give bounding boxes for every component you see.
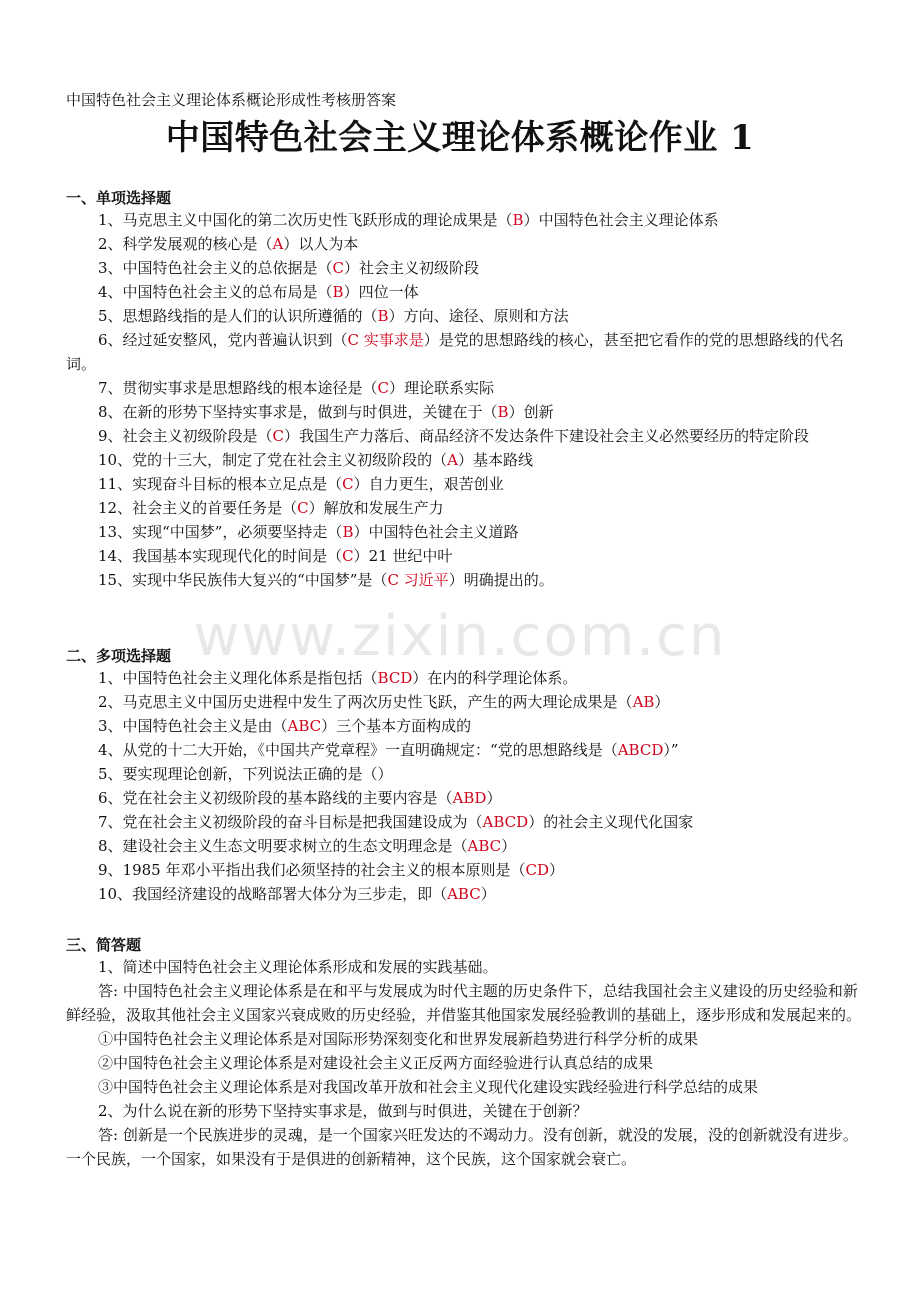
section-heading: 三、简答题 <box>66 936 142 954</box>
question-text: 7、党在社会主义初级阶段的奋斗目标是把我国建设成为（ <box>98 813 483 831</box>
answer-paragraph <box>66 1123 866 1171</box>
question-text: 3、中国特色社会主义是由（ <box>98 717 288 735</box>
question-text: ） <box>501 837 517 855</box>
question-text: ）社会主义初级阶段 <box>344 259 480 277</box>
question-list <box>66 666 866 906</box>
question-text: ） <box>480 885 496 903</box>
question-item <box>66 882 866 906</box>
question-item <box>66 280 866 304</box>
question-text: ）明确提出的。 <box>448 571 554 589</box>
answer-text: C <box>377 379 390 397</box>
question-text: ）中国特色社会主义道路 <box>353 523 519 541</box>
question-text: 8、在新的形势下坚持实事求是，做到与时俱进，关键在于（ <box>98 403 498 421</box>
paragraph-text: ②中国特色社会主义理论体系是对建设社会主义正反两方面经验进行认真总结的成果 <box>98 1054 654 1072</box>
question-item <box>66 786 866 810</box>
answer-text: ABCD <box>482 813 529 831</box>
question-text: 7、贯彻实事求是思想路线的根本途径是（ <box>98 379 378 397</box>
question-text: ）方向、途径、原则和方法 <box>388 307 569 325</box>
answer-text: ABD <box>452 789 487 807</box>
question-item <box>66 328 866 376</box>
paragraph-text: 1、简述中国特色社会主义理论体系形成和发展的实践基础。 <box>98 958 498 976</box>
paragraph-text: 答: 中国特色社会主义理论体系是在和平与发展成为时代主题的历史条件下，总结我国社会主义建设的历史经验和新鲜经验，汲取其他社会主义国家兴衰成败的历史经验，并借鉴其他国家发展经验教训的基础上，逐步形成和发展起来的。 <box>66 982 862 1024</box>
section-short-answer <box>66 935 866 1171</box>
question-item <box>66 834 866 858</box>
question-text: 10、党的十三大，制定了党在社会主义初级阶段的（ <box>98 451 448 469</box>
question-text: 2、马克思主义中国历史进程中发生了两次历史性飞跃，产生的两大理论成果是（ <box>98 693 633 711</box>
question-text: 6、经过延安整风，党内普遍认识到（ <box>98 331 348 349</box>
question-text: 1、中国特色社会主义理化体系是指包括（ <box>98 669 378 687</box>
question-text: ）三个基本方面构成的 <box>321 717 472 735</box>
question-text: 12、社会主义的首要任务是（ <box>98 499 298 517</box>
answer-text: C <box>342 475 354 493</box>
section-multiple-choice <box>66 646 866 906</box>
question-text: ）在内的科学理论体系。 <box>412 669 578 687</box>
answer-paragraph <box>66 1027 866 1051</box>
question-item <box>66 304 866 328</box>
question-item <box>66 400 866 424</box>
question-text: ）以人为本 <box>283 235 359 253</box>
answer-paragraph <box>66 979 866 1027</box>
document-title: 中国特色社会主义理论体系概论作业 1 <box>165 118 755 158</box>
question-text: ）创新 <box>508 403 554 421</box>
answer-text: CD <box>525 861 550 879</box>
answer-text: ABC <box>467 837 502 855</box>
question-item <box>66 738 866 762</box>
question-text: 14、我国基本实现现代化的时间是（ <box>98 547 343 565</box>
question-text: 5、思想路线指的是人们的认识所遵循的（ <box>98 307 378 325</box>
answer-text: C <box>342 547 354 565</box>
question-text: ）四位一体 <box>343 283 419 301</box>
question-text: 15、实现中华民族伟大复兴的“中国梦”是（ <box>98 571 388 589</box>
answer-text: AB <box>632 693 655 711</box>
question-text: 4、中国特色社会主义的总布局是（ <box>98 283 333 301</box>
question-text: ） <box>654 693 670 711</box>
answer-text: ABC <box>287 717 322 735</box>
question-list <box>66 955 866 1171</box>
question-text: 6、党在社会主义初级阶段的基本路线的主要内容是（ <box>98 789 453 807</box>
question-text: ）基本路线 <box>457 451 533 469</box>
question-text: 4、从党的十二大开始，《中国共产党章程》一直明确规定：“党的思想路线是（ <box>98 741 618 759</box>
question-item <box>66 472 866 496</box>
answer-text: B <box>512 211 524 229</box>
question-text: 2、科学发展观的核心是（ <box>98 235 273 253</box>
answer-text: B <box>497 403 509 421</box>
answer-text: C 实事求是 <box>347 331 424 349</box>
answer-text: BCD <box>377 669 413 687</box>
answer-text: C <box>272 427 285 445</box>
question-item <box>66 762 866 786</box>
answer-text: B <box>377 307 389 325</box>
answer-text: A <box>272 235 284 253</box>
section-single-choice <box>66 188 866 592</box>
question-item <box>66 858 866 882</box>
question-item <box>66 666 866 690</box>
question-text: ） <box>549 861 565 879</box>
question-item <box>66 810 866 834</box>
paragraph-text: 答: 创新是一个民族进步的灵魂，是一个国家兴旺发达的不竭动力。没有创新，就没的发展，没的创新就没有进步。一个民族，一个国家，如果没有于是俱进的创新精神，这个民族，这个国家就会衰亡。 <box>66 1126 858 1168</box>
question-text: 9、1985 年邓小平指出我们必须坚持的社会主义的根本原则是（ <box>98 861 526 879</box>
question-item <box>66 448 866 472</box>
question-item <box>66 208 866 232</box>
question-text: 13、实现“中国梦”，必须要坚持走（ <box>98 523 343 541</box>
paragraph-text: ③中国特色社会主义理论体系是对我国改革开放和社会主义现代化建设实践经验进行科学总结的成果 <box>98 1078 759 1096</box>
question-item <box>66 496 866 520</box>
watermark: www.zixin.com.cn <box>193 604 727 669</box>
question-item <box>66 376 866 400</box>
question-text: 1、马克思主义中国化的第二次历史性飞跃形成的理论成果是（ <box>98 211 513 229</box>
question-list <box>66 208 866 592</box>
question-text: ）21 世纪中叶 <box>353 547 453 565</box>
question-text: ） <box>486 789 502 807</box>
answer-paragraph <box>66 1075 866 1099</box>
answer-paragraph <box>66 1099 866 1123</box>
paragraph-text: 2、为什么说在新的形势下坚持实事求是，做到与时俱进，关键在于创新？ <box>98 1102 588 1120</box>
question-text: ）的社会主义现代化国家 <box>528 813 694 831</box>
question-text: ）自力更生，艰苦创业 <box>353 475 504 493</box>
question-item <box>66 544 866 568</box>
question-text: ）” <box>663 741 679 759</box>
question-text: 10、我国经济建设的战略部署大体分为三步走，即（ <box>98 885 448 903</box>
question-text: ）理论联系实际 <box>389 379 495 397</box>
question-item <box>66 232 866 256</box>
answer-text: C 习近平 <box>387 571 449 589</box>
question-text: ）解放和发展生产力 <box>308 499 444 517</box>
answer-text: B <box>332 283 344 301</box>
answer-paragraph <box>66 955 866 979</box>
answer-paragraph <box>66 1051 866 1075</box>
answer-text: C <box>297 499 309 517</box>
question-text: 9、社会主义初级阶段是（ <box>98 427 273 445</box>
question-item <box>66 424 866 448</box>
question-item <box>66 520 866 544</box>
answer-text: ABCD <box>617 741 664 759</box>
question-text: ）我国生产力落后、商品经济不发达条件下建设社会主义必然要经历的特定阶段 <box>284 427 810 445</box>
answer-text: A <box>447 451 458 469</box>
question-text: ）是党的思想路线的核心，甚至把它看作的党的思想路线的代名词。 <box>66 331 844 373</box>
question-text: ）中国特色社会主义理论体系 <box>523 211 719 229</box>
question-item <box>66 690 866 714</box>
question-text: 5、要实现理论创新，下列说法正确的是（） <box>98 765 393 783</box>
section-heading: 一、单项选择题 <box>66 189 172 207</box>
question-item <box>66 568 866 592</box>
section-heading: 二、多项选择题 <box>66 647 172 665</box>
answer-text: C <box>332 259 345 277</box>
running-header: 中国特色社会主义理论体系概论形成性考核册答案 <box>66 91 397 109</box>
question-item <box>66 714 866 738</box>
answer-text: B <box>342 523 354 541</box>
answer-text: ABC <box>447 885 481 903</box>
question-text: 3、中国特色社会主义的总依据是（ <box>98 259 333 277</box>
paragraph-text: ①中国特色社会主义理论体系是对国际形势深刻变化和世界发展新趋势进行科学分析的成果 <box>98 1030 699 1048</box>
question-text: 11、实现奋斗目标的根本立足点是（ <box>98 475 343 493</box>
question-item <box>66 256 866 280</box>
question-text: 8、建设社会主义生态文明要求树立的生态文明理念是（ <box>98 837 468 855</box>
